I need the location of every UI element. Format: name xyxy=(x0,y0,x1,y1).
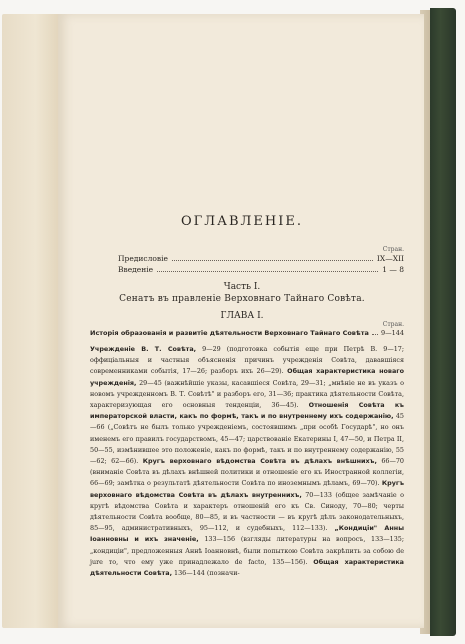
section-heading-run: Кругъ верховнаго вѣдомства Совѣта въ дѣлахъ внѣшнихъ, xyxy=(142,457,377,466)
section-text-run: 29—45 (важнѣйшіе указы, касавшіеся Совѣта, 29—31; „мнѣніе не въ указъ о новомъ учрежденномъ В. Т. Совѣтѣ" и разборъ его, 31—36; практика дѣятельности Совѣта, характеризующая его основныя тенденціи, 36—45). xyxy=(90,378,404,410)
toc-title: ОГЛАВЛЕНІЕ. xyxy=(181,214,303,229)
chapter-lead-label: Исторія образованія и развитіе дѣятельности Верховнаго Тайнаго Совѣта xyxy=(90,329,369,337)
toc-entry-label: Предисловіе xyxy=(118,254,168,263)
part-title: Часть I. xyxy=(223,282,261,292)
toc-entry xyxy=(118,265,404,274)
section-heading-run: Учрежденіе В. Т. Совѣта, xyxy=(90,345,197,353)
section-heading-run: Общая характеристика новаго учрежденія, xyxy=(90,367,404,387)
chapter-title: ГЛАВА I. xyxy=(220,311,264,321)
toc-entry-pages: IX—XII xyxy=(376,254,404,263)
section-heading-run: Отношенія Совѣта къ императорской власти, какъ по формѣ, такъ и по внутреннему ихъ содержанію, xyxy=(90,401,404,421)
section-text-run: 9—29 (подготовка событія еще при Петрѣ В. 9—17; оффиціальныя и частныя объясненія причинъ учрежденія Совѣта, дававшіяся современниками событія, 17—26; разборъ ихъ 26—29). xyxy=(90,345,404,376)
section-heading-run: „Кондиціи" Анны Іоанновны и ихъ значеніе, xyxy=(90,524,404,544)
chapter-lead-entry xyxy=(90,329,404,337)
chapter-column-header: Стран. xyxy=(382,321,404,328)
left-page-edge xyxy=(2,14,58,628)
chapter-lead-pages: 9—144 xyxy=(380,329,404,337)
toc-entry xyxy=(118,254,404,263)
leader-dots xyxy=(372,334,378,335)
chapter-summary-paragraph xyxy=(90,344,404,579)
section-text-run: 66—70 (вниманіе Совѣта въ дѣлахъ внѣшней политики и отношеніе его къ Иностранной коллегіи, 66—69; замѣтка о результатѣ дѣятельности Совѣта по иноземнымъ дѣламъ, 69—70). xyxy=(90,457,404,488)
toc-entry-pages: 1 — 8 xyxy=(382,265,404,274)
section-text-run: 45—66 („Совѣтъ не былъ только учрежденіемъ, состоявшимъ „при особѣ Государѣ", но онъ именемъ его правилъ государствомъ, 45—47; царствованіе Екатерины I, 47—50, и Петра II, 50—55, измѣнившее это положеніе, какъ по формѣ, такъ и по внутреннему содержанію, 55—62; 62—66). xyxy=(90,412,404,466)
leader-dots xyxy=(157,271,378,272)
section-text-run: 136—144 (позначи- xyxy=(172,569,240,578)
book-page xyxy=(58,14,424,628)
leader-dots xyxy=(172,260,373,261)
toc-entry-label: Введеніе xyxy=(118,265,154,274)
section-text-run: 133—156 (взгляды литературы на вопросъ, 133—135; „кондиціи", предложенныя Аннѣ Іоанновнѣ, были попыткою Совѣта закрѣпить за собою de jure то, что ему уже принадлежало de facto, 135—156). xyxy=(90,535,404,566)
section-heading-run: Общая характеристика дѣятельности Совѣта, xyxy=(90,557,404,578)
section-heading-run: Кругъ верховнаго вѣдомства Совѣта въ дѣлахъ внутреннихъ, xyxy=(90,479,404,499)
section-text-run: 70—133 (общее замѣчаніе о кругѣ вѣдомства Совѣта и характеръ отношеній его къ Св. Синоду, 70—80; черты дѣятельности Совѣта вообще, 80—85, и въ частности — въ кругѣ дѣлъ законодательныхъ, 85—95, административныхъ, 95—112, и судебныхъ, 112—133). xyxy=(90,490,404,533)
book-cover xyxy=(430,8,456,636)
toc-column-header: Стран. xyxy=(382,246,404,253)
part-subtitle: Сенатъ въ правленіе Верховнаго Тайнаго Совѣта. xyxy=(119,294,365,304)
